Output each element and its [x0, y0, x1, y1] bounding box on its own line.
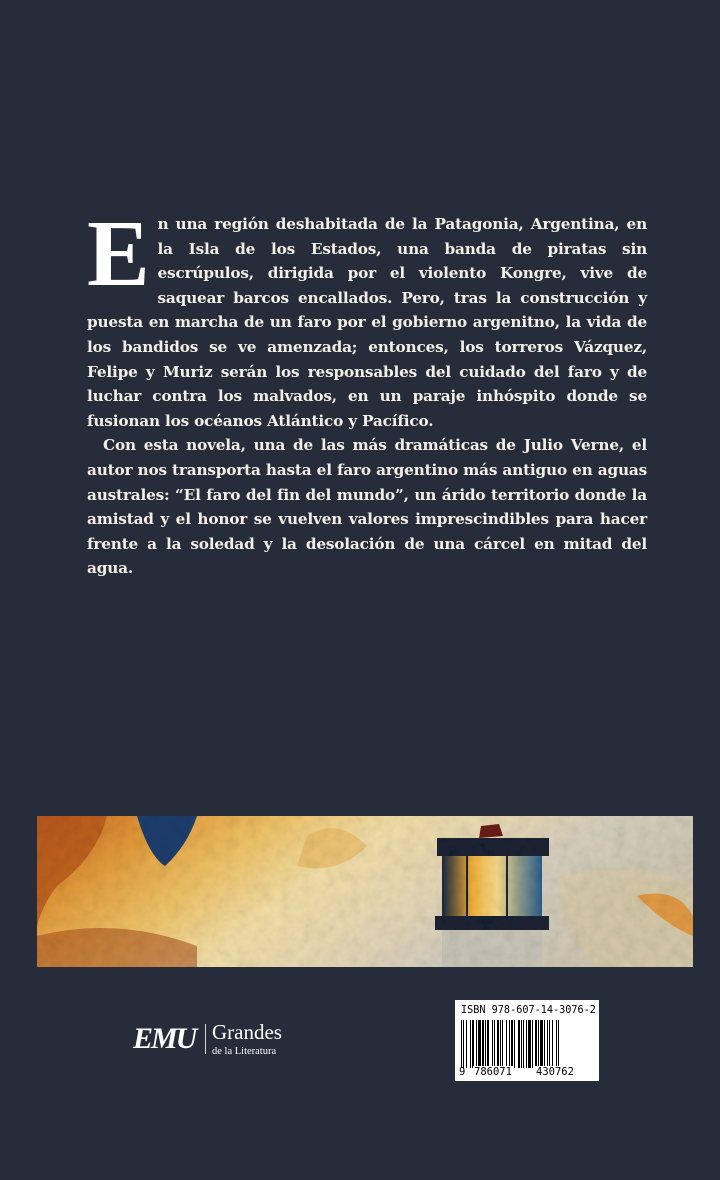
barcode-bar: [470, 1020, 471, 1068]
back-cover-blurb: [87, 202, 647, 581]
barcode-bar: [549, 1020, 550, 1068]
barcode-bar: [482, 1020, 484, 1068]
barcode-bar: [511, 1020, 513, 1068]
blurb-text-1: n una región deshabitada de la Patagonia, Argentina, en la Isla de los Estados, una banda de piratas sin escrúpulos, dirigida por el violento Kongre, vive de saquear barcos encallados. Pero, tras la construcción y puesta en marcha de un faro por el gobierno argenitno, la vida de los bandidos se ve amenzada; entonces, los torreros Vázquez, Felipe y Muriz serán los responsables del cuidado del faro y de luchar contra los malvados, en un paraje inhóspito donde se fusionan los océanos Atlántico y Pacífico.: [87, 215, 647, 430]
barcode-bar: [528, 1020, 531, 1068]
barcode-bar: [478, 1020, 481, 1068]
barcode-bar: [502, 1020, 503, 1068]
barcode-bar: [497, 1020, 499, 1068]
barcode-bar: [523, 1020, 524, 1068]
barcode-bar: [476, 1020, 477, 1068]
barcode-bar: [518, 1020, 520, 1068]
barcode-digits: [457, 1066, 597, 1079]
barcode-bars: [461, 1020, 593, 1068]
barcode-digits-right: 430762: [536, 1066, 574, 1078]
series-name: Grandes: [212, 1020, 282, 1044]
barcode-bar: [463, 1020, 464, 1068]
lighthouse-painting-image: [37, 816, 693, 967]
barcode-digit-first: 9: [459, 1066, 466, 1078]
barcode-bar: [544, 1020, 545, 1068]
barcode-bar: [500, 1020, 501, 1068]
lighthouse-painting: [37, 816, 693, 967]
barcode-bar: [514, 1020, 515, 1068]
blurb-paragraph-1: [87, 202, 647, 433]
blurb-paragraph-2: Con esta novela, una de las más dramáticas de Julio Verne, el autor nos transporta hasta el faro argentino más antiguo en aguas australes: “El faro del fin del mundo”, un árido territorio donde la amistad y el honor se vuelven valores imprescindibles para hacer frente a la soledad y la desolación de una cárcel en mitad del agua.: [87, 436, 647, 578]
barcode-bar: [466, 1020, 467, 1068]
barcode-bar: [485, 1020, 486, 1068]
barcode-bar: [472, 1020, 474, 1068]
barcode-bar: [538, 1020, 539, 1068]
barcode-bar: [558, 1020, 559, 1068]
barcode-bar: [540, 1020, 543, 1068]
barcode-bar: [494, 1020, 495, 1068]
barcode-bar: [492, 1020, 493, 1068]
barcode-bar: [521, 1020, 522, 1068]
isbn-barcode: [455, 1000, 599, 1081]
barcode-digits-left: 786071: [474, 1066, 512, 1078]
publisher-mark: EMU: [133, 1022, 196, 1055]
isbn-label: ISBN 978-607-14-3076-2: [461, 1005, 596, 1016]
barcode-bar: [506, 1020, 507, 1068]
logo-divider: [205, 1024, 206, 1054]
series-subtitle: de la Literatura: [212, 1046, 277, 1057]
barcode-bar: [535, 1020, 537, 1068]
barcode-bar: [526, 1020, 527, 1068]
barcode-bar: [532, 1020, 533, 1068]
barcode-bar: [487, 1020, 489, 1068]
barcode-bar: [461, 1020, 462, 1068]
publisher-logo: [133, 1020, 303, 1062]
drop-cap: E: [87, 202, 150, 306]
barcode-bar: [556, 1020, 557, 1068]
barcode-bar: [547, 1020, 548, 1068]
barcode-bar: [552, 1020, 553, 1068]
barcode-bar: [509, 1020, 510, 1068]
